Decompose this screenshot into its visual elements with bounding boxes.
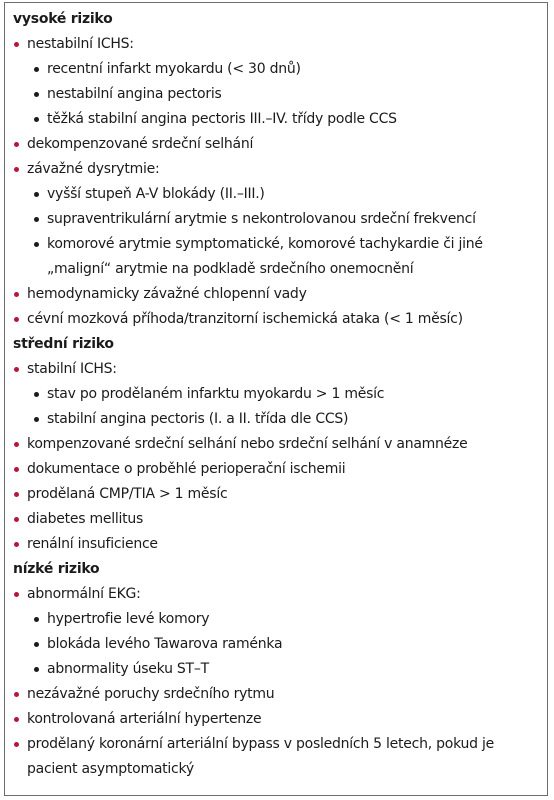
section-heading-high-risk: vysoké riziko [13,11,113,27]
bullet-icon [34,392,39,397]
item-text: prodělaný koronární arteriální bypass v posledních 5 letech, pokud je pacient asymptomatický [27,736,494,777]
bullet-icon [14,442,19,447]
sub-item-text: blokáda levého Tawarova raménka [47,636,283,652]
sub-item-text: komorové arytmie symptomatické, komorové tachykardie či jiné „maligní“ arytmie na podkladě srdečního onemocnění [47,236,483,277]
item-text: nezávažné poruchy srdečního rytmu [27,686,275,702]
sub-list-item [27,607,541,632]
medium-risk-list [11,357,541,557]
bullet-icon [34,242,39,247]
sub-item-text: hypertrofie levé komory [47,611,210,627]
bullet-icon [14,367,19,372]
bullet-icon [14,692,19,697]
bullet-icon [34,417,39,422]
list-item [11,682,541,707]
low-risk-list [11,582,541,782]
bullet-icon [14,492,19,497]
sub-item-text: vyšší stupeň A-V blokády (II.–III.) [47,186,265,202]
list-item [11,507,541,532]
item-text: hemodynamicky závažné chlopenní vady [27,286,307,302]
item-text: stabilní ICHS: [27,361,117,377]
section-heading-low-risk: nízké riziko [13,561,100,577]
list-item [11,707,541,732]
bullet-icon [34,217,39,222]
risk-table-frame [4,2,548,796]
sub-item-text: nestabilní angina pectoris [47,86,222,102]
item-text: abnormální EKG: [27,586,141,602]
bullet-icon [14,142,19,147]
list-item [11,132,541,157]
sub-list [27,382,541,432]
list-item [11,307,541,332]
list-item [11,582,541,682]
high-risk-list [11,32,541,332]
bullet-icon [14,167,19,172]
sub-list-item [27,182,541,207]
sub-item-text: abnormality úseku ST–T [47,661,209,677]
bullet-icon [34,617,39,622]
sub-list [27,182,541,282]
sub-list-item [27,107,541,132]
bullet-icon [34,642,39,647]
sub-list-item [27,657,541,682]
sub-list-item [27,82,541,107]
item-text: nestabilní ICHS: [27,36,134,52]
bullet-icon [34,92,39,97]
item-text: cévní mozková příhoda/tranzitorní ischemická ataka (< 1 měsíc) [27,311,463,327]
item-text: dokumentace o proběhlé perioperační ischemii [27,461,346,477]
sub-item-text: stabilní angina pectoris (I. a II. třída dle CCS) [47,411,349,427]
sub-list-item [27,207,541,232]
risk-list [11,7,541,782]
item-text: diabetes mellitus [27,511,144,527]
list-item [11,357,541,432]
bullet-icon [34,67,39,72]
sub-item-text: těžká stabilní angina pectoris III.–IV. třídy podle CCS [47,111,397,127]
sub-list-item [27,407,541,432]
sub-list-item [27,232,541,282]
sub-list-item [27,632,541,657]
item-text: závažné dysrytmie: [27,161,160,177]
bullet-icon [14,317,19,322]
list-item [11,732,541,782]
bullet-icon [14,742,19,747]
section-heading-medium-risk: střední riziko [13,336,114,352]
item-text: renální insuficience [27,536,158,552]
bullet-icon [14,292,19,297]
list-item [11,532,541,557]
sub-item-text: stav po prodělaném infarktu myokardu > 1 měsíc [47,386,385,402]
sub-item-text: recentní infarkt myokardu (< 30 dnů) [47,61,301,77]
item-text: prodělaná CMP/TIA > 1 měsíc [27,486,228,502]
sub-list-item [27,57,541,82]
list-item [11,432,541,457]
sub-list-item [27,382,541,407]
bullet-icon [34,667,39,672]
bullet-icon [14,542,19,547]
list-item [11,482,541,507]
bullet-icon [14,717,19,722]
item-text: dekompenzované srdeční selhání [27,136,254,152]
item-text: kompenzované srdeční selhání nebo srdeční selhání v anamnéze [27,436,468,452]
list-item [11,157,541,282]
list-item [11,457,541,482]
item-text: kontrolovaná arteriální hypertenze [27,711,262,727]
bullet-icon [14,517,19,522]
bullet-icon [34,192,39,197]
sub-list [27,607,541,682]
sub-item-text: supraventrikulární arytmie s nekontrolovanou srdeční frekvencí [47,211,476,227]
list-item [11,32,541,132]
list-item [11,282,541,307]
bullet-icon [14,42,19,47]
bullet-icon [14,467,19,472]
sub-list [27,57,541,132]
bullet-icon [14,592,19,597]
bullet-icon [34,117,39,122]
